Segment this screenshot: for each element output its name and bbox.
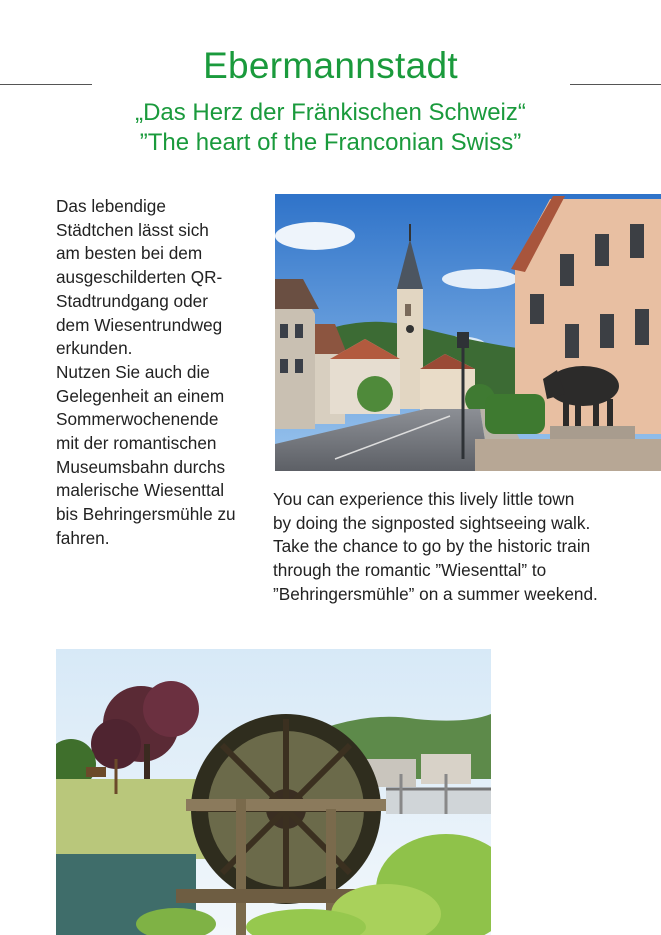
subtitle-german: „Das Herz der Fränkischen Schweiz“ [135,99,526,126]
german-line: bis Behringersmühle zu [56,504,236,525]
german-line: erkunden. [56,338,133,359]
subtitle-english: ”The heart of the Franconian Swiss” [139,129,522,156]
german-line: Nutzen Sie auch die [56,361,210,382]
german-line: Museumsbahn durchs [56,456,226,477]
english-line: through the romantic ”Wiesenttal” to [273,560,547,581]
english-line: You can experience this lively little town [273,489,575,509]
german-line: ausgeschilderten QR- [56,267,223,288]
english-line: ”Behringersmühle” on a summer weekend. [273,583,598,604]
german-line: fahren. [56,527,110,548]
german-line: am besten bei dem [56,243,203,264]
english-line: Take the chance to go by the historic train [273,536,591,557]
german-line: Das lebendige [56,196,166,216]
town-street-photo [275,194,661,471]
water-wheel-photo [56,649,491,935]
german-line: Stadtrundgang oder [56,290,208,311]
german-line: mit der romantischen [56,433,217,454]
german-line: Gelegenheit an einem [56,385,225,406]
english-line: by doing the signposted sightseeing walk. [273,512,591,533]
german-line: malerische Wiesenttal [56,480,225,501]
english-description [273,488,653,607]
page-title: Ebermannstadt [203,45,458,86]
german-line: Städtchen lässt sich [56,219,209,240]
german-line: Sommerwochenende [56,409,219,430]
german-line: dem Wiesentrundweg [56,314,223,335]
german-description [56,195,256,551]
